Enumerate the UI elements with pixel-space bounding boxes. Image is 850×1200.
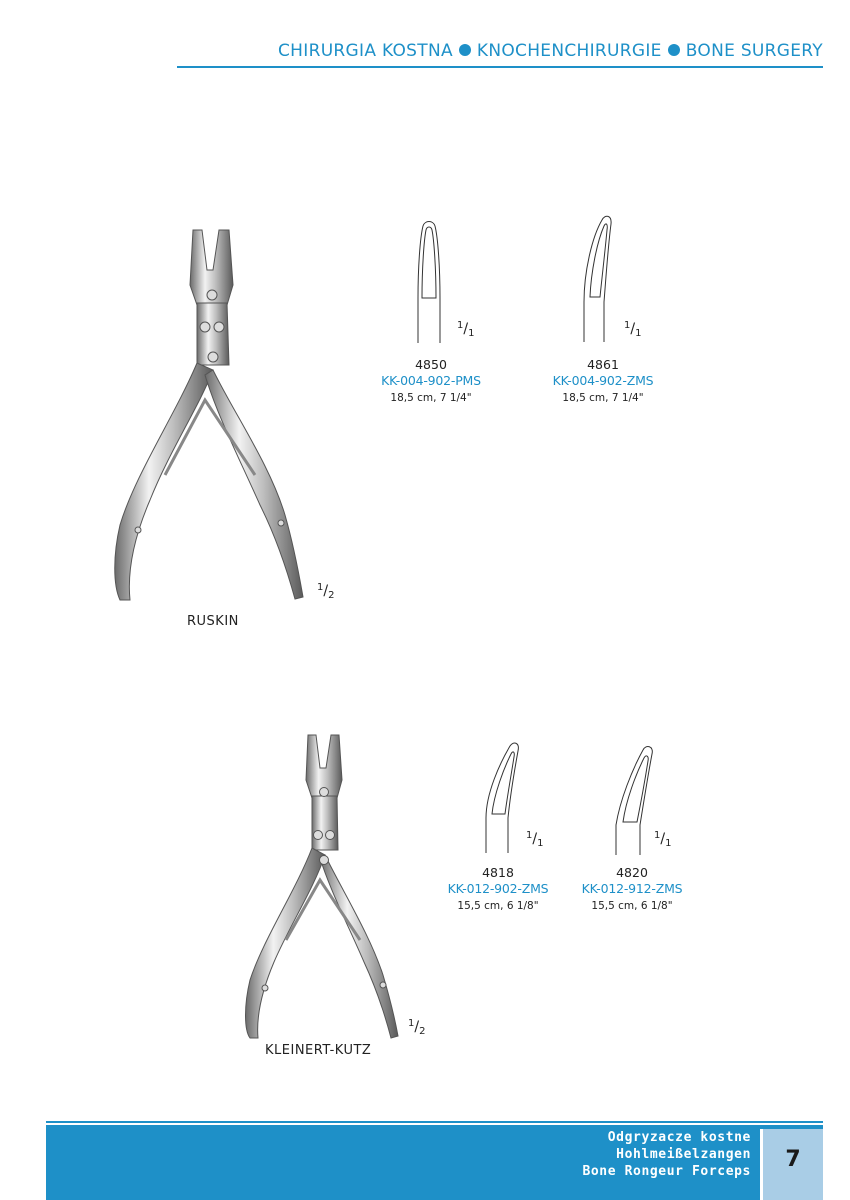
item-4818 bbox=[428, 865, 568, 915]
footer-line-en: Bone Rongeur Forceps bbox=[582, 1164, 751, 1179]
ruskin-forceps-image bbox=[105, 225, 325, 610]
header-rule bbox=[177, 66, 823, 68]
footer-line-pl: Odgryzacze kostne bbox=[607, 1130, 751, 1145]
item-size: 18,5 cm, 7 1/4" bbox=[562, 392, 644, 404]
item-code: KK-004-902-ZMS bbox=[552, 373, 654, 388]
item-4861 bbox=[533, 357, 673, 407]
forceps-name-ruskin: RUSKIN bbox=[187, 614, 239, 629]
bullet-dot-icon bbox=[668, 44, 680, 56]
page-number-box bbox=[760, 1129, 823, 1200]
ruskin-scale: $^1/_2$ bbox=[317, 582, 335, 601]
tip-4820-image bbox=[610, 740, 660, 855]
tip-4861-image bbox=[578, 212, 628, 342]
tip-4820-scale: $^1/_1$ bbox=[654, 830, 672, 849]
forceps-name-kleinert-kutz: KLEINERT-KUTZ bbox=[265, 1043, 372, 1058]
item-number: 4818 bbox=[482, 865, 514, 880]
kleinert-kutz-forceps-image bbox=[238, 730, 413, 1045]
item-size: 18,5 cm, 7 1/4" bbox=[390, 392, 472, 404]
footer-category-title bbox=[582, 1129, 751, 1180]
header-part-pl: CHIRURGIA KOSTNA bbox=[278, 41, 453, 61]
page-number: 7 bbox=[785, 1147, 801, 1172]
header-part-en: BONE SURGERY bbox=[685, 41, 823, 61]
item-size: 15,5 cm, 6 1/8" bbox=[591, 900, 673, 912]
footer-line-de: Hohlmeißelzangen bbox=[616, 1147, 751, 1162]
item-code: KK-004-902-PMS bbox=[381, 373, 481, 388]
item-number: 4861 bbox=[587, 357, 619, 372]
item-code: KK-012-902-ZMS bbox=[447, 881, 549, 896]
item-number: 4820 bbox=[616, 865, 648, 880]
item-number: 4850 bbox=[415, 357, 447, 372]
tip-4861-scale: $^1/_1$ bbox=[624, 320, 642, 339]
tip-4818-image bbox=[478, 738, 528, 853]
header-part-de: KNOCHENCHIRURGIE bbox=[476, 41, 662, 61]
page-header-title bbox=[278, 41, 823, 61]
item-4850 bbox=[361, 357, 501, 407]
tip-4850-scale: $^1/_1$ bbox=[457, 320, 475, 339]
tip-4818-scale: $^1/_1$ bbox=[526, 830, 544, 849]
item-size: 15,5 cm, 6 1/8" bbox=[457, 900, 539, 912]
kleinert-kutz-scale: $^1/_2$ bbox=[408, 1018, 426, 1037]
item-4820 bbox=[562, 865, 702, 915]
footer-rule bbox=[46, 1121, 823, 1123]
footer-band bbox=[46, 1125, 823, 1200]
tip-4850-image bbox=[408, 218, 458, 343]
item-code: KK-012-912-ZMS bbox=[581, 881, 683, 896]
bullet-dot-icon bbox=[459, 44, 471, 56]
